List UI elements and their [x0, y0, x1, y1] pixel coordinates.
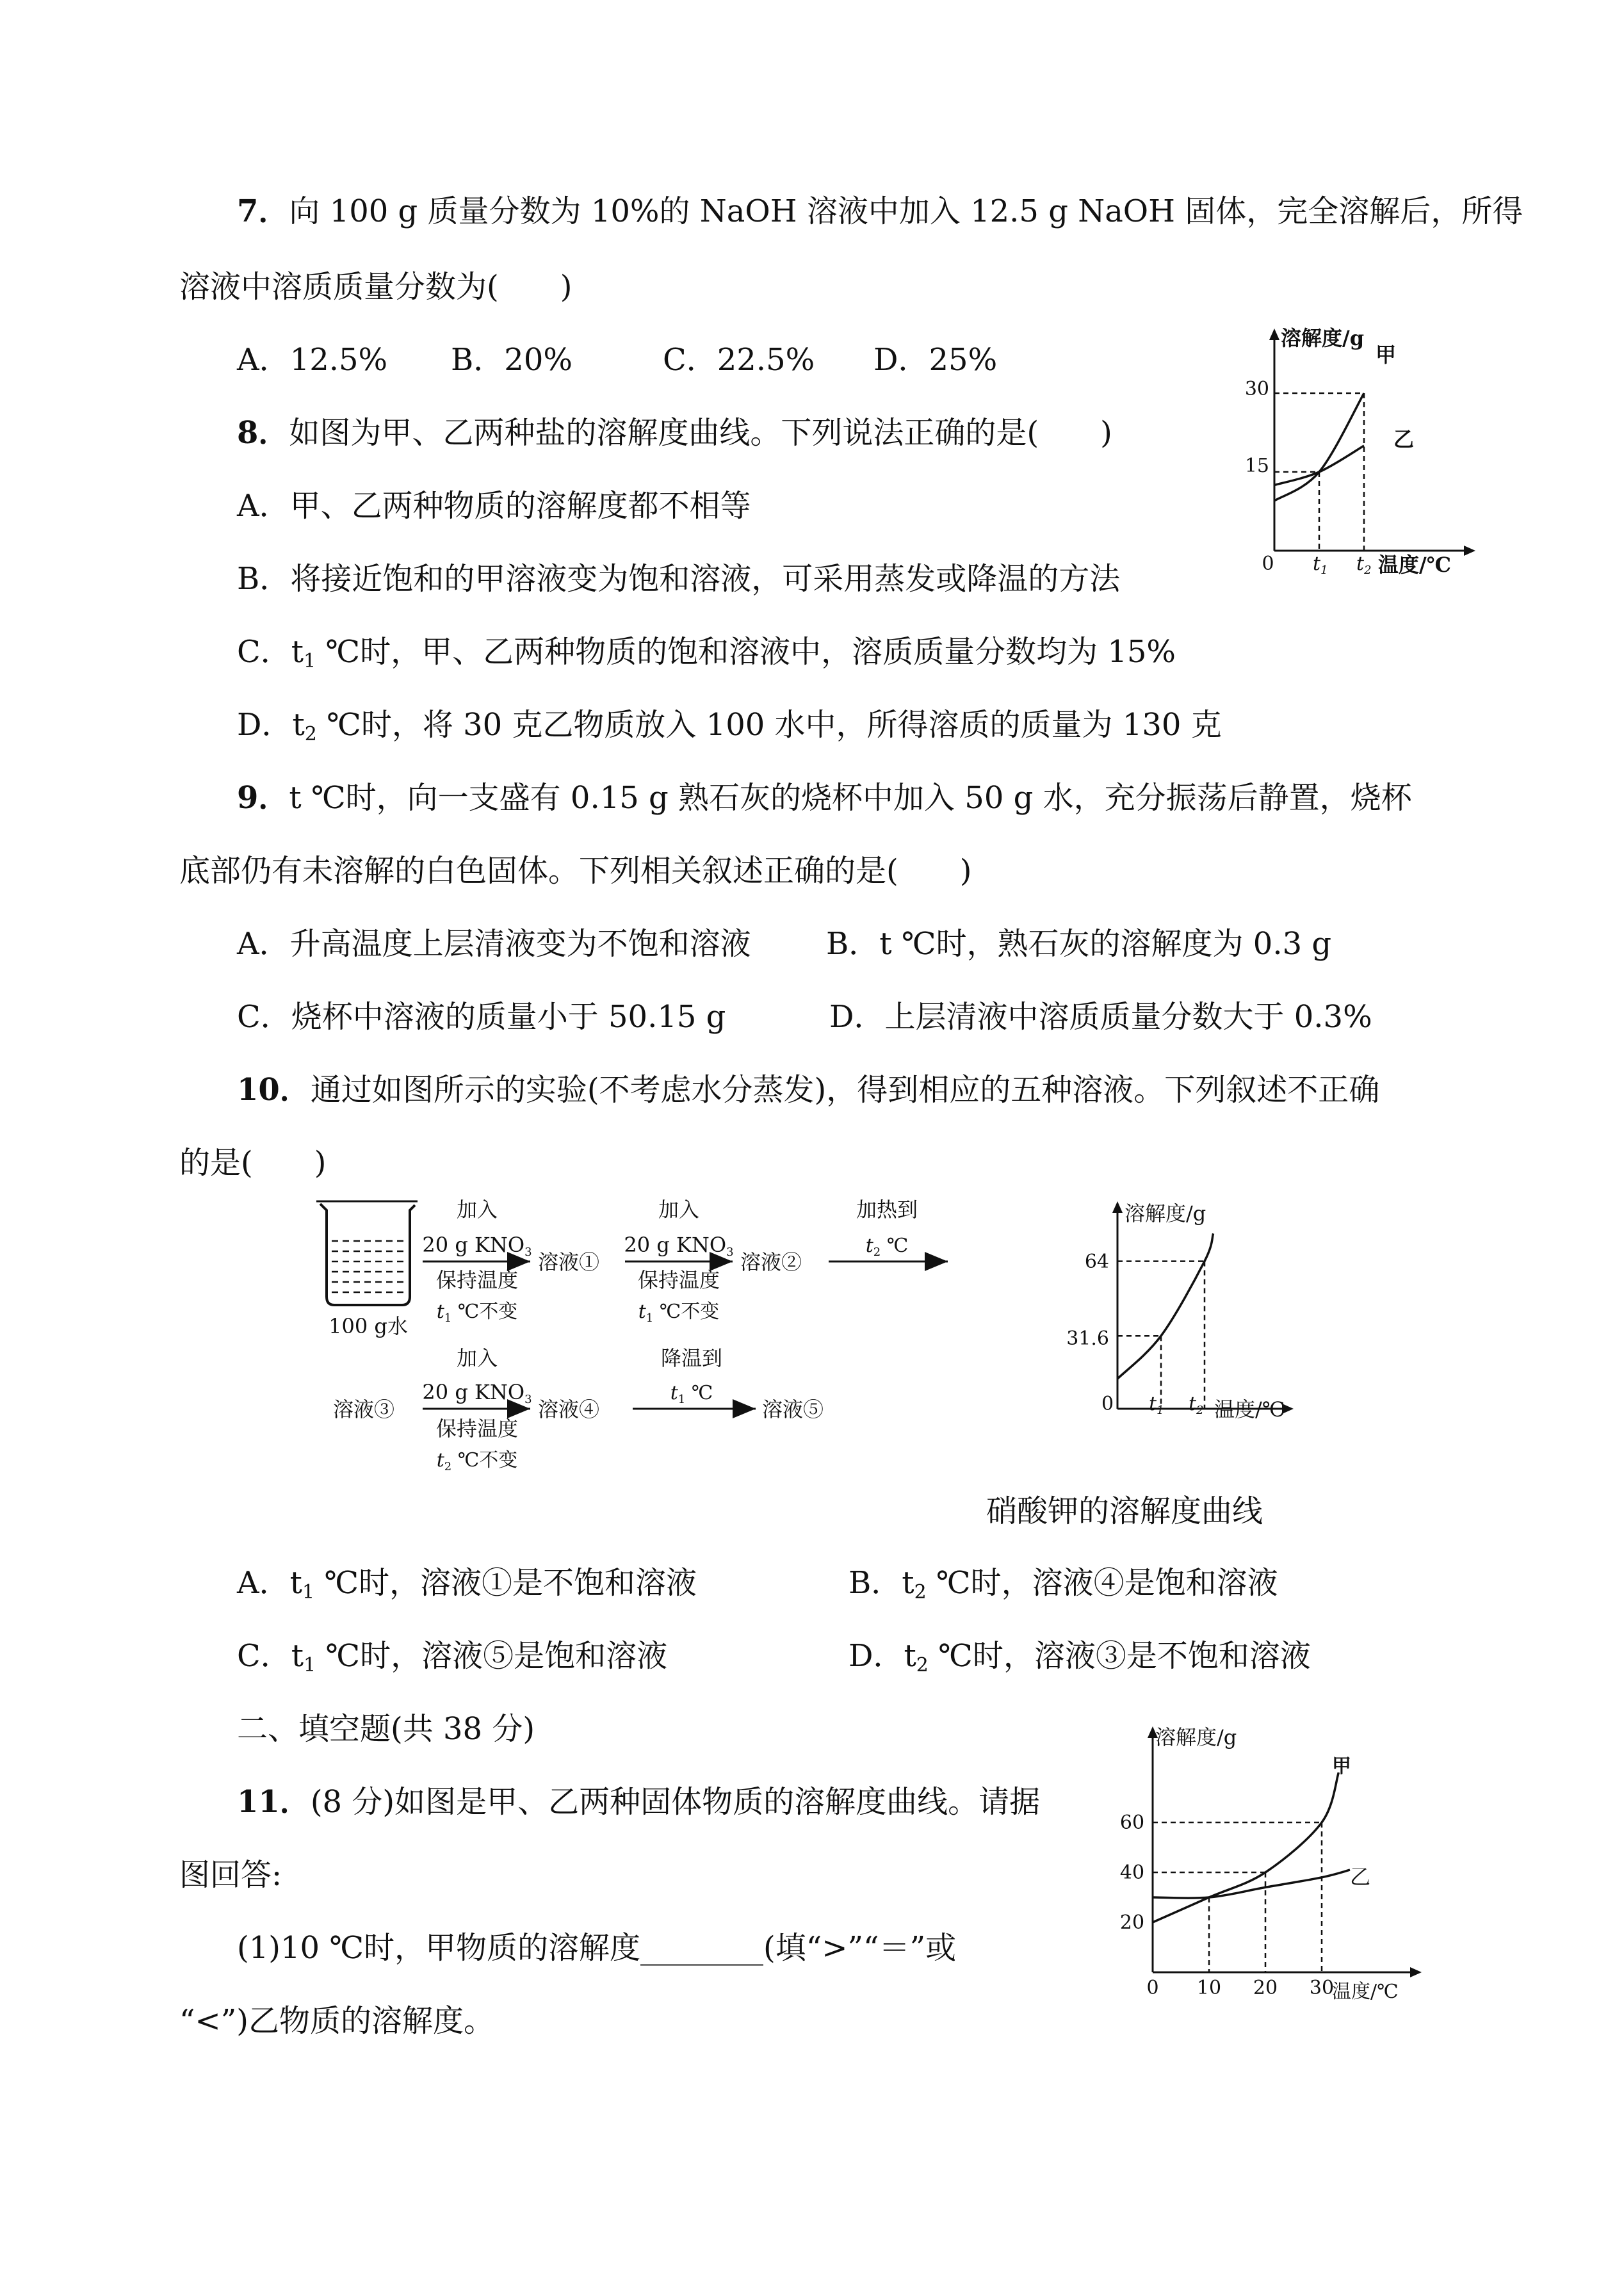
q8-option-c-post: ℃时，甲、乙两种物质的饱和溶液中，溶质质量分数均为 15%: [316, 634, 1176, 670]
q10-option-d-sub: 2: [916, 1654, 929, 1676]
q9-option-c: C．烧杯中溶液的质量小于 50.15 g: [237, 999, 726, 1035]
q7-option-d: D．25%: [873, 342, 998, 378]
q10-stem-1: 通过如图所示的实验(不考虑水分蒸发)，得到相应的五种溶液。下列叙述不正确: [310, 1072, 1380, 1108]
q10-option-b: [849, 1564, 1278, 1612]
q8-tick-t2: $t_2$: [1356, 553, 1372, 577]
q10-option-c: [237, 1637, 667, 1685]
beaker-label: 100 g水: [329, 1314, 408, 1338]
arrow-2-t1: $t_1$ ℃不变: [638, 1301, 720, 1325]
q8-label-yi: 乙: [1393, 427, 1415, 451]
q10-option-c-sub: 1: [304, 1654, 316, 1676]
solution-3: 溶液③: [333, 1397, 395, 1422]
q8-option-a: A．甲、乙两种物质的溶解度都不相等: [237, 488, 751, 524]
q8-option-d: [237, 706, 1222, 754]
q7-number: 7．: [237, 193, 289, 229]
q10-tick-t1: $t_1$: [1149, 1393, 1164, 1417]
q10-option-b-post: ℃时，溶液④是饱和溶液: [926, 1565, 1278, 1601]
q10-y-label: 溶解度/g: [1125, 1201, 1206, 1226]
q8-number: 8．: [237, 415, 289, 451]
q9-line2: 底部仍有未溶解的白色固体。下列相关叙述正确的是( ): [179, 853, 972, 889]
q11-curve-yi: [1153, 1870, 1350, 1898]
q10-y-arrow: [1112, 1201, 1123, 1213]
q8-option-d-pre: D．t: [237, 707, 305, 743]
arrow-5-t1: $t_1$ ℃: [670, 1382, 713, 1406]
q9-stem-1: t ℃时，向一支盛有 0.15 g 熟石灰的烧杯中加入 50 g 水，充分振荡后静置，烧杯: [289, 780, 1412, 816]
arrow-2-keep: 保持温度: [637, 1268, 720, 1292]
arrow-5-cool: 降温到: [660, 1346, 723, 1370]
q11-line2: 图回答:: [179, 1857, 282, 1893]
q8-stem: [237, 414, 1112, 452]
arrow-1-add: 加入: [456, 1197, 498, 1222]
section-2-heading: 二、填空题(共 38 分): [237, 1711, 535, 1747]
q10-option-c-pre: C．t: [237, 1638, 304, 1674]
arrow-3-t2: $t_2$ ℃: [865, 1235, 909, 1259]
q10-option-a: [237, 1564, 697, 1612]
q8-option-d-sub: 2: [304, 723, 317, 745]
q10-solubility-graph: [1063, 1191, 1332, 1447]
q7-line2: 溶液中溶质质量分数为( ): [179, 269, 572, 305]
q8-stem-text: 如图为甲、乙两种盐的溶解度曲线。下列说法正确的是( ): [289, 415, 1112, 451]
q11-curve-jia: [1153, 1772, 1338, 1922]
q10-option-c-post: ℃时，溶液⑤是饱和溶液: [316, 1638, 668, 1674]
q8-option-c: [237, 633, 1176, 681]
q10-graph-caption: 硝酸钾的溶解度曲线: [986, 1493, 1263, 1529]
q9-option-a: A．升高温度上层清液变为不饱和溶液: [237, 926, 751, 962]
arrow-1-keep: 保持温度: [435, 1268, 519, 1292]
q11-y-label: 溶解度/g: [1155, 1725, 1237, 1749]
q8-option-b: B．将接近饱和的甲溶液变为饱和溶液，可采用蒸发或降温的方法: [237, 561, 1121, 597]
q8-option-d-post: ℃时，将 30 克乙物质放入 100 水中，所得溶质的质量为 130 克: [316, 707, 1222, 743]
q10-option-a-sub: 1: [302, 1581, 315, 1603]
q10-line1: [237, 1071, 1379, 1109]
q11-solubility-graph: [1119, 1716, 1428, 2003]
q9-option-b: B．t ℃时，熟石灰的溶解度为 0.3 g: [826, 926, 1332, 962]
q10-option-a-pre: A．t: [237, 1565, 302, 1601]
q11-number: 11．: [237, 1784, 311, 1820]
q10-number: 10．: [237, 1072, 311, 1108]
q11-x-tick-0: 0: [1146, 1977, 1159, 1999]
q10-x-label: 温度/℃: [1214, 1397, 1285, 1422]
q11-x-tick-10: 10: [1196, 1977, 1222, 1999]
q11-x-tick-20: 20: [1253, 1977, 1278, 1999]
arrow-4-add: 加入: [456, 1346, 498, 1370]
q11-x-label: 温度/℃: [1332, 1981, 1399, 2003]
arrow-4-t2: $t_2$ ℃不变: [436, 1449, 518, 1473]
q10-option-b-pre: B．t: [849, 1565, 914, 1601]
q9-line1: [237, 779, 1412, 817]
q11-label-yi: 乙: [1350, 1865, 1371, 1889]
q11-x-tick-30: 30: [1309, 1977, 1335, 1999]
q11-part1-line1: (1)10 ℃时，甲物质的溶解度________(填“>”“＝”或: [237, 1930, 957, 1966]
beaker-icon: [316, 1201, 418, 1305]
q10-origin: 0: [1101, 1393, 1114, 1415]
q8-x-arrow: [1464, 546, 1475, 556]
q8-y-arrow: [1269, 328, 1279, 340]
q10-option-b-sub: 2: [914, 1581, 927, 1603]
q8-y-label: 溶解度/g: [1281, 326, 1365, 350]
q8-tick-30: 30: [1244, 378, 1269, 400]
arrow-4-keep: 保持温度: [435, 1416, 519, 1441]
q8-tick-t1: $t_1$: [1313, 553, 1328, 577]
solution-5: 溶液⑤: [762, 1397, 824, 1422]
q11-stem-1: (8 分)如图是甲、乙两种固体物质的溶解度曲线。请据: [310, 1784, 1041, 1820]
arrow-3-heat: 加热到: [856, 1197, 918, 1222]
q11-line1: [237, 1783, 1040, 1821]
q8-solubility-graph: [1236, 323, 1479, 580]
q8-option-c-sub: 1: [304, 650, 316, 672]
q11-label-jia: 甲: [1332, 1755, 1351, 1778]
q10-option-d: [849, 1637, 1311, 1685]
q7-option-a: A．12.5%: [237, 342, 388, 378]
q11-y-tick-60: 60: [1119, 1812, 1145, 1834]
q10-option-a-post: ℃时，溶液①是不饱和溶液: [314, 1565, 697, 1601]
q9-option-d: D．上层清液中溶质质量分数大于 0.3%: [829, 999, 1372, 1035]
q10-option-d-post: ℃时，溶液③是不饱和溶液: [928, 1638, 1311, 1674]
q10-option-d-pre: D．t: [849, 1638, 916, 1674]
arrow-1-t1: $t_1$ ℃不变: [436, 1301, 518, 1325]
q10-experiment-diagram: [307, 1191, 961, 1486]
arrow-2-add: 加入: [658, 1197, 700, 1222]
q11-y-tick-20: 20: [1119, 1911, 1145, 1934]
q7-option-c: C．22.5%: [663, 342, 815, 378]
q11-y-tick-40: 40: [1119, 1861, 1145, 1884]
q8-option-c-pre: C．t: [237, 634, 304, 670]
q11-part1-line2: “<”)乙物质的溶解度。: [179, 2003, 495, 2039]
q8-curve-yi: [1274, 446, 1364, 485]
solution-1: 溶液①: [538, 1250, 600, 1274]
q7-stem-1: 向 100 g 质量分数为 10%的 NaOH 溶液中加入 12.5 g NaOH 固体，完全溶解后，所得: [289, 193, 1523, 229]
q8-x-label: 温度/℃: [1378, 553, 1452, 577]
q8-tick-15: 15: [1244, 455, 1269, 477]
q10-curves: [1117, 1233, 1214, 1379]
q7-line1: [237, 192, 1523, 231]
q10-tick-t2: $t_2$: [1189, 1393, 1204, 1417]
q8-label-jia: 甲: [1376, 343, 1397, 367]
arrow-1-kno3: 20 g KNO3: [422, 1233, 532, 1259]
q7-option-b: B．20%: [451, 342, 572, 378]
q10-tick-64: 64: [1084, 1251, 1109, 1273]
arrow-4-kno3: 20 g KNO3: [422, 1380, 532, 1406]
q10-tick-316: 31.6: [1066, 1327, 1109, 1350]
q10-line2: 的是( ): [179, 1145, 327, 1181]
q8-origin: 0: [1262, 553, 1274, 575]
arrow-2-kno3: 20 g KNO3: [624, 1233, 734, 1259]
q11-x-arrow: [1410, 1967, 1422, 1977]
q9-number: 9．: [237, 780, 289, 816]
q11-curves: [1153, 1772, 1350, 1922]
solution-4: 溶液④: [538, 1397, 600, 1422]
solution-2: 溶液②: [740, 1250, 802, 1274]
q10-curve-kno3: [1117, 1233, 1214, 1379]
